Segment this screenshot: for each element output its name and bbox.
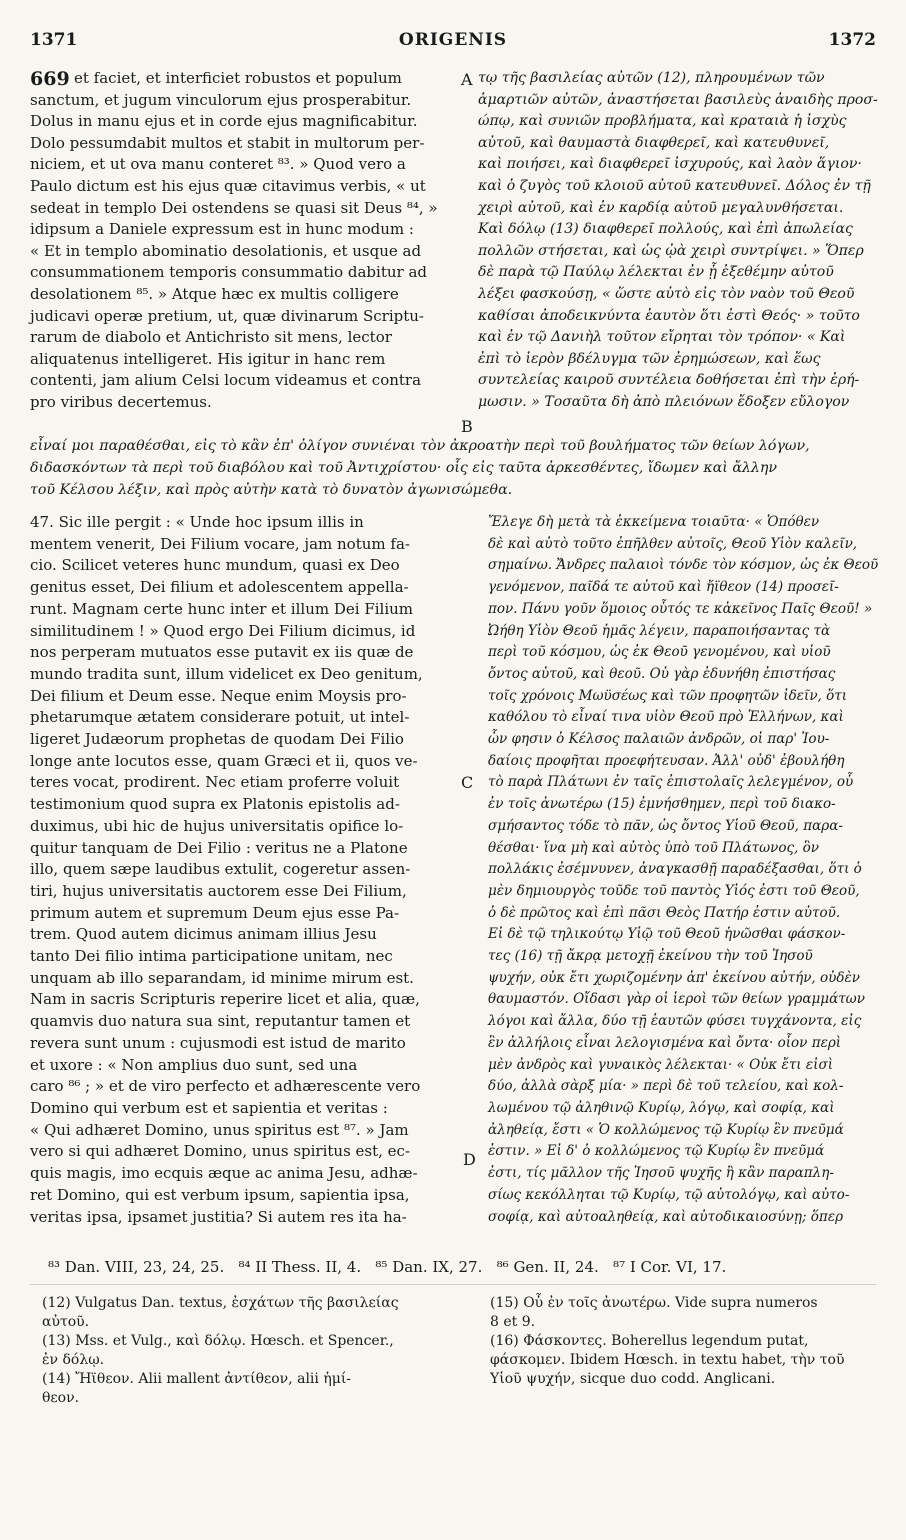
greek-text-line: ἐν τοῖς ἀνωτέρω (15) ἐμνήσθημεν, περὶ τοῦ διακο- xyxy=(488,796,836,813)
latin-text-line: testimonium quod supra ex Platonis epistolis ad- xyxy=(30,795,400,814)
greek-text-line: ὁ δὲ πρῶτος καὶ ἐπὶ πᾶσι Θεὸς Πατήρ ἐστιν αὐτοῦ. xyxy=(488,904,841,921)
latin-text-line: genitus esset, Dei filium et adolescentem appella- xyxy=(30,578,409,597)
column-number: 669 xyxy=(30,68,70,90)
margin-letter-a: A xyxy=(461,70,473,89)
latin-text-line: aliquatenus intelligeret. His igitur in hanc rem xyxy=(30,349,386,368)
footnote-line: 8 et 9. xyxy=(490,1314,536,1330)
latin-text-line: primum autem et supremum Deum ejus esse Pa- xyxy=(30,903,400,922)
latin-text-line: caro ⁸⁶ ; » et de viro perfecto et adhærescente vero xyxy=(30,1077,421,1096)
greek-text-line: τῳ τῆς βασιλείας αὐτῶν (12), πληρουμένων τῶν xyxy=(478,70,825,86)
greek-column-part1 xyxy=(478,68,887,414)
latin-text-line: duximus, ubi hic de hujus universitatis opifice lo- xyxy=(30,816,404,835)
latin-text-line: Domino qui verbum est et sapientia et veritas : xyxy=(30,1098,388,1117)
latin-text-line: « Qui adhæret Domino, unus spiritus est ⁸⁷. » Jam xyxy=(30,1120,409,1139)
greek-text-line: μὲν δημιουργὸς τοῦδε τοῦ παντὸς Υἱός ἐστι τοῦ Θεοῦ, xyxy=(488,882,860,899)
greek-text-line: ἀληθείᾳ, ἔστι « Ὁ κολλώμενος τῷ Κυρίῳ ἓν πνεῦμά xyxy=(488,1121,844,1138)
greek-text-line: ὄντος αὐτοῦ, καὶ θεοῦ. Οὐ γὰρ ἐδυνήθη ἐπιστήσας xyxy=(488,665,836,682)
footnote-line: (15) Οὗ ἐν τοῖς ἀνωτέρω. Vide supra numeros xyxy=(490,1295,818,1311)
greek-text-line: συντελείας καιροῦ συντέλεια δοθήσεται ἐπὶ τὴν ἐρή- xyxy=(478,372,860,389)
greek-text-line: πολλῶν στήσεται, καὶ ὡς ᾠὰ χειρὶ συντρίψει. » Ὅπερ xyxy=(478,242,864,259)
latin-text-line: « Et in templo abominatio desolationis, et usque ad xyxy=(30,241,422,260)
greek-text-line: ἁμαρτιῶν αὐτῶν, ἀναστήσεται βασιλεὺς ἀναιδὴς προσ- xyxy=(478,91,878,108)
latin-text-line: cio. Scilicet veteres hunc mundum, quasi ex Deo xyxy=(30,556,400,575)
latin-column-part1 xyxy=(30,68,438,414)
footnote-line: θεον. xyxy=(42,1390,80,1406)
latin-text-line: Paulo dictum est his ejus quæ citavimus verbis, « ut xyxy=(30,176,426,195)
latin-text-line: consummationem temporis consummatio dabitur ad xyxy=(30,263,428,282)
latin-text-line: quis magis, imo ecquis æque ac anima Jesu, adhæ- xyxy=(30,1164,418,1183)
greek-text-line: Ὠήθη Υἱὸν Θεοῦ ἡμᾶς λέγειν, παραποιήσαντας τὰ xyxy=(488,622,831,639)
latin-text-line: contenti, jam alium Celsi locum videamus et contra xyxy=(30,371,422,390)
latin-text-line: et uxore : « Non amplius duo sunt, sed una xyxy=(30,1055,358,1074)
latin-text-line: trem. Quod autem dicimus animam illius Jesu xyxy=(30,925,377,944)
greek-text-line: λέξει φασκούσῃ, « ὥστε αὐτὸ εἰς τὸν ναὸν τοῦ Θεοῦ xyxy=(478,285,855,302)
latin-column-part2 xyxy=(30,512,423,1228)
latin-text-line: ligeret Judæorum prophetas de quodam Dei Filio xyxy=(30,730,404,749)
greek-text-line: διδασκόντων τὰ περὶ τοῦ διαβόλου καὶ τοῦ Ἀντιχρίστου· οἷς εἰς ταῦτα ἀρκεσθέντες, ἴδωμεν καὶ ἄλλην xyxy=(30,459,778,476)
latin-text-line: et faciet, et interficiet robustos et populum xyxy=(74,69,402,87)
latin-text-line: nos perperam mutuatos esse putavit ex iis quæ de xyxy=(30,643,414,662)
greek-text-line: θέσθαι· ἵνα μὴ καὶ αὐτὸς ὑπὸ τοῦ Πλάτωνος, ὃν xyxy=(488,839,820,856)
footnote-line: (12) Vulgatus Dan. textus, ἐσχάτων τῆς βασιλείας xyxy=(42,1295,399,1311)
margin-letter-c: C xyxy=(461,773,474,792)
greek-text-line: δὲ παρὰ τῷ Παύλῳ λέλεκται ἐν ᾗ ἐξεθέμην αὐτοῦ xyxy=(478,264,834,281)
footnote-line: (14) Ἤϊθεον. Alii mallent ἀντίθεον, alii ἡμί- xyxy=(42,1371,352,1387)
latin-text-line: teres vocat, prodirent. Nec etiam proferre voluit xyxy=(30,773,400,792)
latin-text-line: veritas ipsa, ipsamet justitia? Si autem res ita ha- xyxy=(30,1207,407,1226)
latin-text-line: 47. Sic ille pergit : « Unde hoc ipsum illis in xyxy=(30,513,364,531)
greek-text-line: περὶ τοῦ κόσμου, ὡς ἐκ Θεοῦ γενομένου, καὶ υἱοῦ xyxy=(488,644,831,661)
greek-text-line: δαίοις προφῆται προεφήτευσαν. Ἀλλ' οὐδ' ἐβουλήθη xyxy=(488,752,845,769)
footnote-line: αὐτοῦ. xyxy=(42,1314,90,1330)
margin-letter-b: B xyxy=(461,417,473,436)
greek-text-line: ὧν φησιν ὁ Κέλσος παλαιῶν ἀνδρῶν, οἱ παρ' Ἰου- xyxy=(488,731,830,748)
footnote-divider xyxy=(30,1284,876,1285)
latin-text-line: pro viribus decertemus. xyxy=(30,392,212,411)
footnote-line: (13) Mss. et Vulg., καὶ δόλῳ. Hœsch. et Spencer., xyxy=(42,1333,394,1349)
latin-text-line: mentem venerit, Dei Filium vocare, jam notum fa- xyxy=(30,534,410,553)
greek-text-line: πον. Πάνυ γοῦν ὅμοιος οὗτός τε κἀκεῖνος Παῖς Θεοῦ! » xyxy=(488,600,873,617)
latin-text-line: Dolus in manu ejus et in corde ejus magnificabitur. xyxy=(30,112,418,131)
latin-text-line: sedeat in templo Dei ostendens se quasi sit Deus ⁸⁴, » xyxy=(30,198,438,217)
greek-text-line: σίως κεκόλληται τῷ Κυρίῳ, τῷ αὐτολόγῳ, καὶ αὐτο- xyxy=(488,1186,850,1203)
footnote-line: (16) Φάσκοντες. Boherellus legendum putat, xyxy=(490,1333,809,1349)
latin-text-line: tiri, hujus universitatis auctorem esse Dei Filium, xyxy=(30,881,407,900)
greek-text-line: καὶ ποιήσει, καὶ διαφθερεῖ ἰσχυρούς, καὶ λαὸν ἅγιον· xyxy=(478,156,862,173)
greek-text-line: Εἰ δὲ τῷ τηλικούτῳ Υἱῷ τοῦ Θεοῦ ἡνῶσθαι φάσκον- xyxy=(488,926,846,943)
greek-text-line: ἐστι, τίς μᾶλλον τῆς Ἰησοῦ ψυχῆς ἢ κἂν παραπλη- xyxy=(488,1165,834,1182)
greek-text-line: θαυμαστόν. Οἴδασι γὰρ οἱ ἱεροὶ τῶν θείων γραμμάτων xyxy=(488,991,865,1008)
greek-text-line: τοῦ Κέλσου λέξιν, καὶ πρὸς αὐτὴν κατὰ τὸ δυνατὸν ἀγωνισώμεθα. xyxy=(30,481,513,498)
greek-text-line: σημαίνω. Ἄνδρες παλαιοὶ τόνδε τὸν κόσμον, ὡς ἐκ Θεοῦ xyxy=(488,557,879,574)
latin-text-line: Nam in sacris Scripturis reperire licet et alia, quæ, xyxy=(30,990,420,1009)
greek-text-line: μὲν ἀνδρὸς καὶ γυναικὸς λέλεκται· « Οὐκ ἔτι εἰσὶ xyxy=(488,1056,833,1073)
latin-text-line: sanctum, et jugum vinculorum ejus prosperabitur. xyxy=(30,90,412,109)
greek-text-line: ἓν ἀλλήλοις εἶναι λελογισμένα καὶ ὄντα· οἷον περὶ xyxy=(488,1034,842,1051)
latin-text-line: longe ante locutos esse, quam Græci et ii, quos ve- xyxy=(30,751,418,770)
greek-text-line: εἶναί μοι παραθέσθαι, εἰς τὸ κἂν ἐπ' ὀλίγον συνιέναι τὸν ἀκροατὴν περὶ τοῦ βουλήματος τῶν θείων λόγων, xyxy=(30,438,810,454)
greek-text-line: χειρὶ αὐτοῦ, καὶ ἐν καρδίᾳ αὐτοῦ μεγαλυνθήσεται. xyxy=(478,199,844,216)
greek-text-line: καθίσαι ἀποδεικνύντα ἑαυτὸν ὅτι ἐστὶ Θεός· » τοῦτο xyxy=(478,307,860,324)
greek-text-line: δύο, ἀλλὰ σὰρξ μία· » περὶ δὲ τοῦ τελείου, καὶ κολ- xyxy=(488,1078,844,1095)
greek-text-line: Ἔλεγε δὴ μετὰ τὰ ἐκκείμενα τοιαῦτα· « Ὁπόθεν xyxy=(488,514,820,530)
greek-text-line: δὲ καὶ αὐτὸ τοῦτο ἐπῆλθεν αὐτοῖς, Θεοῦ Υἱὸν καλεῖν, xyxy=(488,535,858,552)
latin-text-line: phetarumque ætatem considerare potuit, ut intel- xyxy=(30,708,410,727)
latin-text-line: vero si qui adhæret Domino, unus spiritus est, ec- xyxy=(30,1142,411,1161)
greek-text-line: μωσιν. » Τοσαῦτα δὴ ἀπὸ πλειόνων ἔδοξεν εὔλογον xyxy=(478,393,850,410)
greek-text-line: σοφίᾳ, καὶ αὐτοαληθείᾳ, καὶ αὐτοδικαιοσύνῃ; ὅπερ xyxy=(488,1208,844,1225)
greek-text-line: ώπῳ, καὶ συνιῶν προβλήματα, καὶ κραταιὰ ἡ ἰσχὺς xyxy=(478,113,847,130)
running-title: ORIGENIS xyxy=(398,30,508,50)
greek-text-line: σμήσαντος τόδε τὸ πᾶν, ὡς ὄντος Υἱοῦ Θεοῦ, παρα- xyxy=(488,817,843,834)
greek-text-line: αὐτοῦ, καὶ θαυμαστὰ διαφθερεῖ, καὶ κατευθυνεῖ, xyxy=(478,134,830,151)
footnote-line: φάσκομεν. Ibidem Hœsch. in textu habet, τὴν τοῦ xyxy=(490,1352,845,1368)
latin-text-line: ret Domino, qui est verbum ipsum, sapientia ipsa, xyxy=(30,1185,410,1204)
scripture-references: ⁸³ Dan. VIII, 23, 24, 25. ⁸⁴ II Thess. II, 4. ⁸⁵ Dan. IX, 27. ⁸⁶ Gen. II, 24. ⁸⁷ I Cor. VI, 17. xyxy=(48,1258,727,1276)
latin-text-line: similitudinem ! » Quod ergo Dei Filium dicimus, id xyxy=(30,621,416,640)
greek-text-line: Καὶ δόλῳ (13) διαφθερεῖ πολλούς, καὶ ἐπὶ ἀπωλείας xyxy=(478,221,853,238)
greek-text-line: καθόλου τὸ εἶναί τινα υἱὸν Θεοῦ πρὸ Ἑλλήνων, καὶ xyxy=(488,709,844,726)
latin-text-line: Dei filium et Deum esse. Neque enim Moysis pro- xyxy=(30,686,407,705)
latin-text-line: idipsum a Daniele expressum est in hunc modum : xyxy=(30,220,414,239)
greek-text-line: τες (16) τῇ ἄκρᾳ μετοχῇ ἐκείνου τὴν τοῦ Ἰησοῦ xyxy=(488,948,813,965)
latin-text-line: tanto Dei filio intima participatione unitam, nec xyxy=(30,947,393,966)
greek-full-width-passage xyxy=(30,436,810,501)
latin-text-line: judicavi operæ pretium, ut, quæ divinarum Scriptu- xyxy=(30,306,424,325)
greek-text-line: τὸ παρὰ Πλάτωνι ἐν ταῖς ἐπιστολαῖς λελεγμένον, οὗ xyxy=(488,774,854,791)
greek-text-line: ἐστιν. » Εἰ δ' ὁ κολλώμενος τῷ Κυρίῳ ἓν πνεῦμά xyxy=(488,1143,825,1160)
greek-text-line: ψυχήν, οὐκ ἔτι χωριζομένην ἀπ' ἐκείνου αὐτήν, οὐδὲν xyxy=(488,969,860,986)
latin-text-line: revera sunt unum : cujusmodi est istud de marito xyxy=(30,1033,406,1052)
left-page-number: 1371 xyxy=(30,30,78,50)
footnotes-left xyxy=(42,1294,399,1408)
greek-text-line: γενόμενον, παῖδά τε αὐτοῦ καὶ ἤϊθεον (14) προσεῖ- xyxy=(488,579,839,596)
greek-text-line: λωμένου τῷ ἀληθινῷ Κυρίῳ, λόγῳ, καὶ σοφίᾳ, καὶ xyxy=(488,1099,835,1116)
latin-text-line: quitur tanquam de Dei Filio : veritus ne a Platone xyxy=(30,838,408,857)
latin-text-line: runt. Magnam certe hunc inter et illum Dei Filium xyxy=(30,599,413,618)
latin-text-line: mundo tradita sunt, illum videlicet ex Deo genitum, xyxy=(30,664,423,683)
greek-text-line: πολλάκις ἐσέμνυνεν, ἀναγκασθῇ παραδέξασθαι, ὅτι ὁ xyxy=(488,861,862,878)
greek-column-part2 xyxy=(488,512,903,1228)
greek-text-line: τοῖς χρόνοις Μωϋσέως καὶ τῶν προφητῶν ἰδεῖν, ὅτι xyxy=(488,687,848,704)
latin-text-line: unquam ab illo separandam, id minime mirum est. xyxy=(30,968,414,987)
footnotes-right xyxy=(490,1294,844,1389)
greek-text-line: καὶ ἐν τῷ Δανιὴλ τοῦτον εἴρηται τὸν τρόπον· « Καὶ xyxy=(478,329,846,346)
footnote-line: ἐν δόλῳ. xyxy=(42,1352,105,1368)
footnote-line: Υἱοῦ ψυχήν, sicque duo codd. Anglicani. xyxy=(490,1371,776,1387)
margin-letter-d: D xyxy=(463,1150,476,1169)
latin-text-line: quamvis duo natura sua sint, reputantur tamen et xyxy=(30,1012,411,1031)
greek-text-line: καὶ ὁ ζυγὸς τοῦ κλοιοῦ αὐτοῦ κατευθυνεῖ. Δόλος ἐν τῇ xyxy=(478,177,871,194)
latin-text-line: niciem, et ut ova manu conteret ⁸³. » Quod vero a xyxy=(30,155,406,174)
greek-text-line: ἐπὶ τὸ ἱερὸν βδέλυγμα τῶν ἐρημώσεων, καὶ ἕως xyxy=(478,350,821,367)
latin-text-line: Dolo pessumdabit multos et stabit in multorum per- xyxy=(30,133,425,152)
greek-text-line: λόγοι καὶ ἄλλα, δύο τῇ ἑαυτῶν φύσει τυγχάνοντα, εἰς xyxy=(488,1013,862,1030)
latin-text-line: rarum de diabolo et Antichristo sit mens, lector xyxy=(30,328,392,347)
latin-text-line: illo, quem sæpe laudibus extulit, cogeretur assen- xyxy=(30,860,411,879)
right-page-number: 1372 xyxy=(828,30,876,50)
latin-text-line: desolationem ⁸⁵. » Atque hæc ex multis colligere xyxy=(30,284,399,303)
